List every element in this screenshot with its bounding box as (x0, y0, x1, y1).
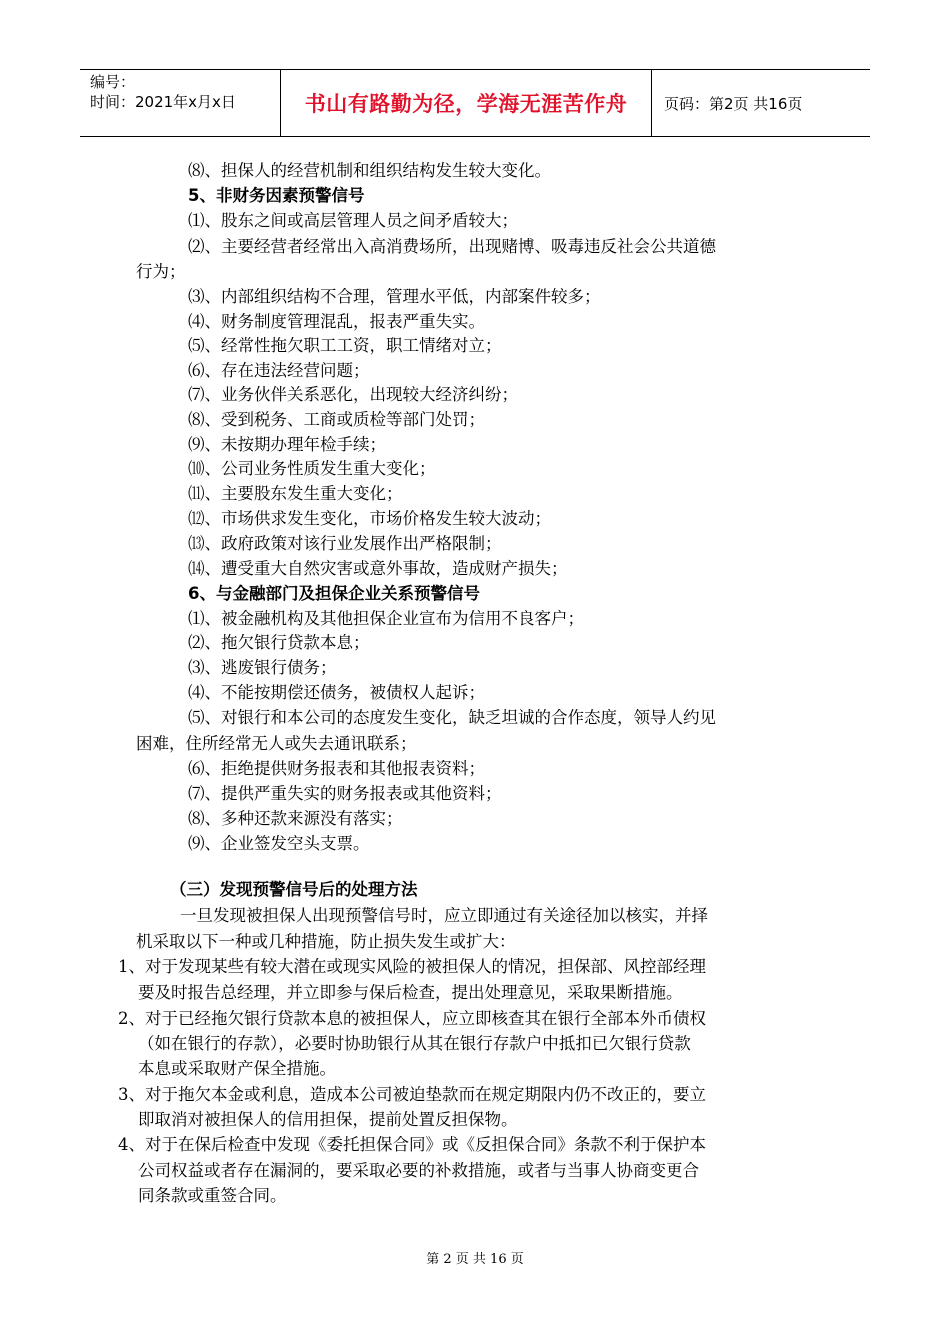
text-line: ⑶、逃废银行债务； (188, 658, 337, 677)
text-line: ⑽、公司业务性质发生重大变化； (188, 459, 436, 478)
section-heading: 5、非财务因素预警信号 (188, 186, 365, 205)
text-line: ⑵、拖欠银行贷款本息； (188, 633, 370, 652)
text-line: ⑼、企业签发空头支票。 (188, 834, 370, 853)
header-number: 编号： (90, 73, 136, 91)
text-line: ⒀、政府政策对该行业发展作出严格限制； (188, 534, 502, 553)
text-line: 困难，住所经常无人或失去通讯联系； (136, 734, 417, 753)
text-line: ⑹、拒绝提供财务报表和其他报表资料； (188, 759, 485, 778)
text-line: ⑾、主要股东发生重大变化； (188, 484, 403, 503)
text-line: ⑷、财务制度管理混乱，报表严重失实。 (188, 312, 485, 331)
text-line: 4、对于在保后检查中发现《委托担保合同》或《反担保合同》条款不利于保护本 (118, 1135, 706, 1154)
text-line: ⑺、业务伙伴关系恶化，出现较大经济纠纷； (188, 385, 518, 404)
text-line: ⑹、存在违法经营问题； (188, 361, 370, 380)
page-header (80, 69, 870, 137)
header-time: 时间：2021年x月x日 (90, 93, 236, 111)
text-line: ⑻、受到税务、工商或质检等部门处罚； (188, 410, 485, 429)
text-line: ⑻、担保人的经营机制和组织结构发生较大变化。 (188, 161, 551, 180)
page-footer: 第 2 页 共 16 页 (426, 1252, 524, 1267)
text-line: 1、对于发现某些有较大潜在或现实风险的被担保人的情况，担保部、风控部经理 (118, 957, 706, 976)
header-motto-cell (281, 70, 652, 136)
text-line: ⑼、未按期办理年检手续； (188, 435, 386, 454)
text-line: ⒁、遭受重大自然灾害或意外事故，造成财产损失； (188, 559, 568, 578)
header-page-cell (652, 70, 882, 136)
header-meta (80, 70, 281, 136)
header-page-number: 页码：第2页 共16页 (664, 94, 803, 113)
text-line: 2、对于已经拖欠银行贷款本息的被担保人，应立即核查其在银行全部本外币债权 (118, 1009, 706, 1028)
text-line: 行为； (136, 262, 186, 281)
text-line: 要及时报告总经理，并立即参与保后检查，提出处理意见，采取果断措施。 (138, 983, 683, 1002)
text-line: ⑶、内部组织结构不合理，管理水平低，内部案件较多； (188, 287, 601, 306)
header-motto: 书山有路勤为径，学海无涯苦作舟 (304, 92, 628, 116)
text-line: 即取消对被担保人的信用担保，提前处置反担保物。 (138, 1110, 518, 1129)
text-line: 同条款或重签合同。 (138, 1186, 287, 1205)
text-line: ⑴、被金融机构及其他担保企业宣布为信用不良客户； (188, 609, 584, 628)
text-line: ⑺、提供严重失实的财务报表或其他资料； (188, 784, 502, 803)
text-line: ⑿、市场供求发生变化，市场价格发生较大波动； (188, 509, 551, 528)
text-line: （如在银行的存款），必要时协助银行从其在银行存款户中抵扣已欠银行贷款 (138, 1034, 691, 1053)
section-heading: （三）发现预警信号后的处理方法 (170, 880, 418, 899)
text-line: ⑷、不能按期偿还债务，被债权人起诉； (188, 683, 485, 702)
text-line: 一旦发现被担保人出现预警信号时，应立即通过有关途径加以核实，并择 (180, 906, 708, 925)
text-line: 3、对于拖欠本金或利息，造成本公司被迫垫款而在规定期限内仍不改正的，要立 (118, 1085, 706, 1104)
text-line: ⑵、主要经营者经常出入高消费场所，出现赌博、吸毒违反社会公共道德 (188, 237, 716, 256)
section-heading: 6、与金融部门及担保企业关系预警信号 (188, 584, 480, 603)
text-line: 本息或采取财产保全措施。 (138, 1059, 336, 1078)
text-line: 机采取以下一种或几种措施，防止损失发生或扩大： (136, 932, 516, 951)
text-line: 公司权益或者存在漏洞的，要采取必要的补救措施，或者与当事人协商变更合 (138, 1161, 699, 1180)
text-line: ⑻、多种还款来源没有落实； (188, 809, 403, 828)
text-line: ⑸、对银行和本公司的态度发生变化，缺乏坦诚的合作态度，领导人约见 (188, 708, 716, 727)
text-line: ⑴、股东之间或高层管理人员之间矛盾较大； (188, 211, 518, 230)
text-line: ⑸、经常性拖欠职工工资，职工情绪对立； (188, 336, 502, 355)
